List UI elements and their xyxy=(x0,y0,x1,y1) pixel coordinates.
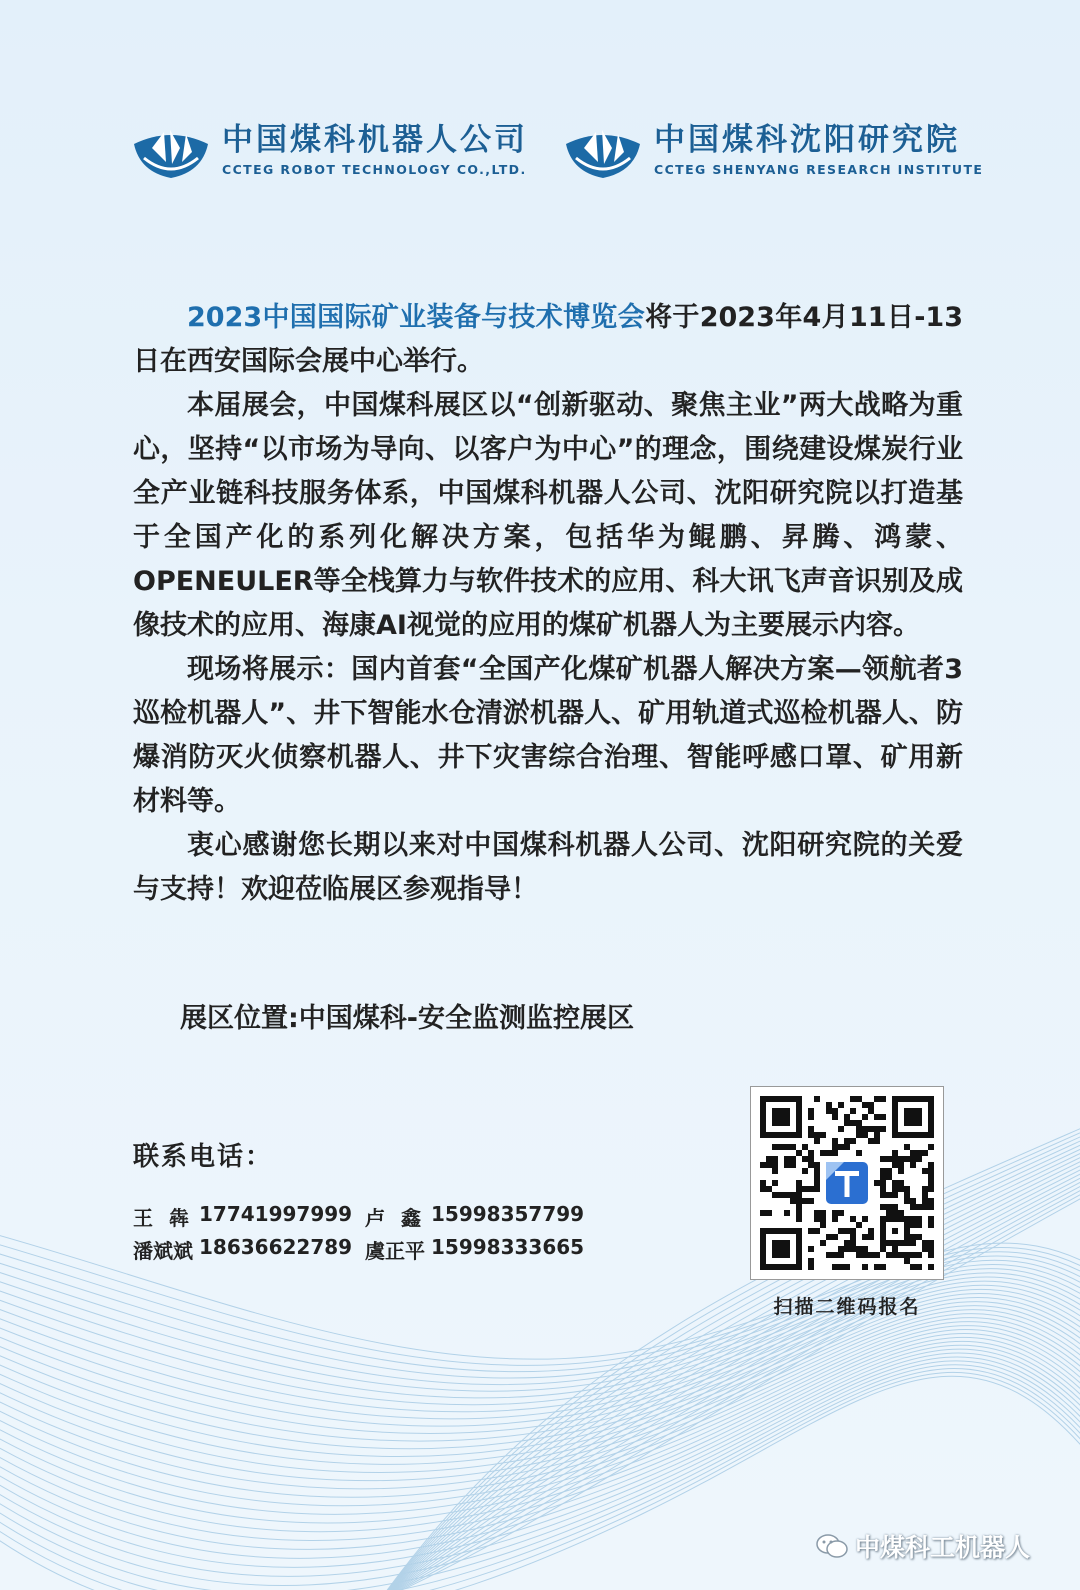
wechat-icon xyxy=(815,1532,849,1560)
contact-name: 卢鑫 xyxy=(365,1206,437,1230)
ccteg-emblem-icon xyxy=(562,118,644,182)
booth-location: 展区位置:中国煤科-安全监测监控展区 xyxy=(180,1003,635,1034)
contact-phone: 15998357799 xyxy=(431,1202,585,1226)
contact-row xyxy=(133,1200,597,1233)
paragraph-exhibit-theme: 本届展会，中国煤科展区以“创新驱动、聚焦主业”两大战略为重心，坚持“以市场为导向、以客户为中心”的理念，围绕建设煤炭行业全产业链科技服务体系，中国煤科机器人公司、沈阳研究院以打造基于全国产化的系列化解决方案，包括华为鲲鹏、昇腾、鸿蒙、OPENEULER等全栈算力与软件技术的应用、科大讯飞声音识别及成像技术的应用、海康AI视觉的应用的煤矿机器人为主要展示内容。 xyxy=(133,390,963,641)
contact-name: 王犇 xyxy=(133,1206,205,1230)
contact-item xyxy=(133,1235,365,1264)
qr-caption: 扫描二维码报名 xyxy=(773,1296,921,1318)
contact-name: 虞正平 xyxy=(365,1239,425,1263)
contact-item xyxy=(365,1235,597,1264)
contact-name: 潘斌斌 xyxy=(133,1239,193,1263)
contact-list xyxy=(133,1200,597,1266)
contact-row xyxy=(133,1233,597,1266)
paragraph-text: 将于2023年4月11日-13日在西安国际会展中心举行。 xyxy=(133,302,963,377)
logo-header xyxy=(130,118,984,182)
contact-title: 联系电话： xyxy=(133,1142,274,1172)
paragraph-thanks: 衷心感谢您长期以来对中国煤科机器人公司、沈阳研究院的关爱与支持！欢迎莅临展区参观指导！ xyxy=(133,830,963,905)
contact-phone: 17741997999 xyxy=(199,1202,353,1226)
wechat-watermark xyxy=(815,1528,1030,1564)
paragraph-intro xyxy=(133,296,963,384)
logo-name-cn: 中国煤科机器人公司 xyxy=(222,121,528,158)
contact-item xyxy=(365,1202,597,1231)
qr-code-icon xyxy=(751,1087,943,1279)
watermark-text: 中煤科工机器人 xyxy=(854,1533,1030,1562)
logo-ccteg-shenyang xyxy=(562,118,983,182)
registration-qr-code[interactable] xyxy=(750,1086,944,1280)
logo-ccteg-robot xyxy=(130,118,528,182)
ccteg-emblem-icon xyxy=(130,118,212,182)
contact-phone: 15998333665 xyxy=(431,1235,585,1259)
expo-name-highlight: 2023中国国际矿业装备与技术博览会 xyxy=(187,302,646,333)
announcement-body xyxy=(133,296,963,912)
logo-name-en: CCTEG SHENYANG RESEARCH INSTITUTE xyxy=(654,162,984,178)
contact-phone: 18636622789 xyxy=(199,1235,353,1259)
logo-name-en: CCTEG ROBOT TECHNOLOGY CO.,LTD. xyxy=(222,162,527,178)
paragraph-exhibit-items: 现场将展示：国内首套“全国产化煤矿机器人解决方案—领航者3巡检机器人”、井下智能水仓清淤机器人、矿用轨道式巡检机器人、防爆消防灭火侦察机器人、井下灾害综合治理、智能呼感口罩、矿用新材料等。 xyxy=(133,654,963,817)
logo-name-cn: 中国煤科沈阳研究院 xyxy=(654,121,960,158)
contact-item xyxy=(133,1202,365,1231)
